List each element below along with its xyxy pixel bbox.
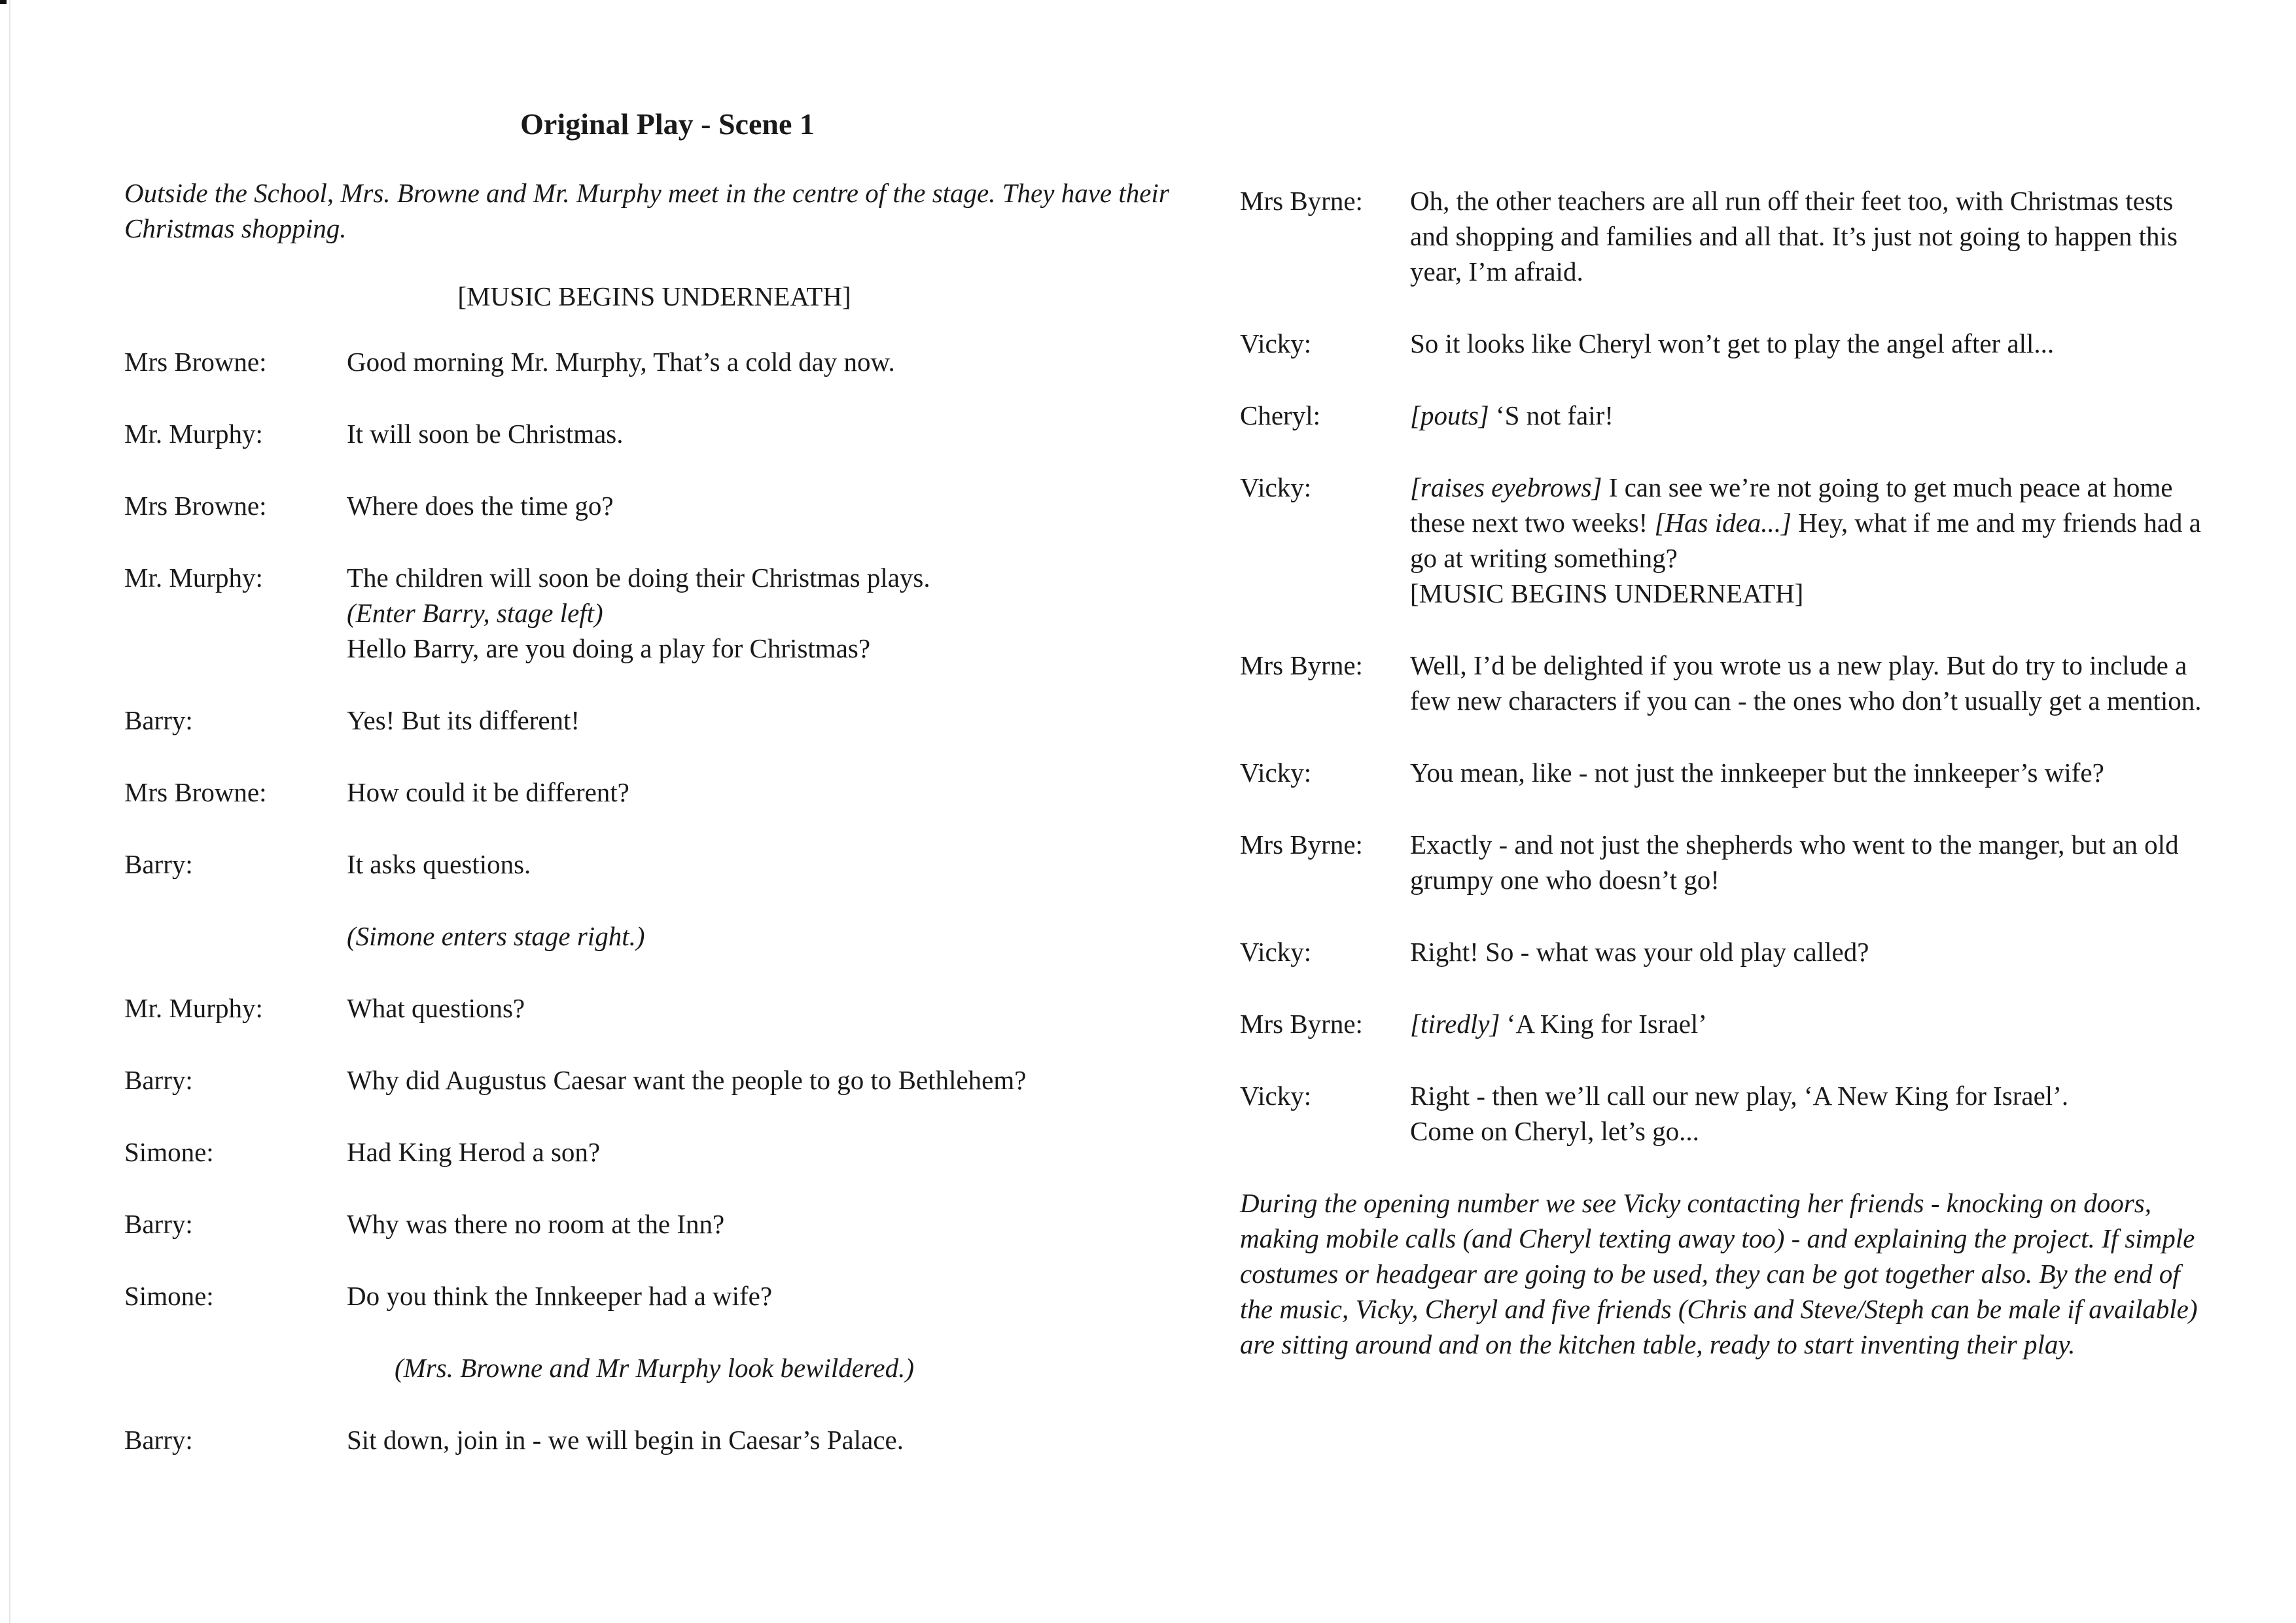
speech-text: Come on Cheryl, let’s go... — [1410, 1116, 1699, 1146]
speech-text: Exactly - and not just the shepherds who went to the manger, but an old grumpy one who doesn’t go! — [1410, 829, 2179, 895]
speaker-name: Cheryl: — [1240, 400, 1320, 430]
dialogue-line — [124, 560, 1184, 666]
dialogue-line — [1240, 398, 2202, 433]
stage-direction: [Has idea...] — [1654, 508, 1792, 538]
stage-direction: [raises eyebrows] — [1410, 472, 1602, 502]
stage-direction-line — [124, 918, 1184, 954]
speech-text: You mean, like - not just the innkeeper but the innkeeper’s wife? — [1410, 758, 2104, 788]
speaker-name: Vicky: — [1240, 472, 1312, 502]
speech-text: Right! So - what was your old play called? — [1410, 937, 1869, 967]
speech-text: Hello Barry, are you doing a play for Christmas? — [347, 633, 871, 663]
speech-text: ‘S not fair! — [1489, 400, 1614, 430]
speech-text: Well, I’d be delighted if you wrote us a new play. But do try to include a few new characters if you can - the ones who don’t usually get a mention. — [1410, 650, 2202, 716]
speaker-name: Mrs Browne: — [124, 347, 267, 377]
speaker-name: Mrs Byrne: — [1240, 829, 1363, 860]
stage-direction: [pouts] — [1410, 400, 1489, 430]
speech-text: How could it be different? — [347, 777, 629, 807]
stage-direction: [tiredly] — [1410, 1009, 1500, 1039]
speaker-name: Barry: — [124, 1065, 193, 1095]
music-cue: [MUSIC BEGINS UNDERNEATH] — [1410, 578, 1804, 608]
dialogue-line — [1240, 470, 2202, 611]
dialogue-line — [124, 416, 1184, 451]
speech-text: Do you think the Innkeeper had a wife? — [347, 1281, 773, 1311]
dialogue-line — [124, 1206, 1184, 1242]
speaker-name: Vicky: — [1240, 937, 1312, 967]
stage-direction: (Mrs. Browne and Mr Murphy look bewildered.) — [394, 1353, 915, 1383]
dialogue-line — [124, 488, 1184, 523]
dialogue-line — [1240, 755, 2202, 790]
dialogue-line — [124, 775, 1184, 810]
dialogue-line — [124, 1062, 1184, 1098]
speech-text: Oh, the other teachers are all run off their feet too, with Christmas tests and shopping and families and all that. It’s just not going to happen this year, I’m afraid. — [1410, 186, 2178, 287]
scan-edge — [9, 0, 10, 1623]
dialogue-line — [1240, 1078, 2202, 1149]
speech-text: What questions? — [347, 993, 525, 1023]
dialogue-line — [1240, 183, 2202, 289]
dialogue-line — [124, 703, 1184, 738]
speaker-name: Mrs Byrne: — [1240, 650, 1363, 680]
speaker-name: Vicky: — [1240, 328, 1312, 358]
page-title: Original Play - Scene 1 — [520, 107, 815, 141]
speech-text: Right - then we’ll call our new play, ‘A New King for Israel’. — [1410, 1081, 2069, 1111]
dialogue-line — [124, 990, 1184, 1026]
closing-stage-direction: During the opening number we see Vicky contacting her friends - knocking on doors, making mobile calls (and Cheryl texting away too) - and explaining the project. If simple costumes or headgear are going to be used, they can be got together also. By the end of the music, Vicky, Cheryl and five friends (Chris and Steve/Steph can be male if available) are sitting around and on the kitchen table, ready to start inventing their play. — [1240, 1188, 2198, 1359]
speaker-name: Mrs Browne: — [124, 777, 267, 807]
speech-text: So it looks like Cheryl won’t get to play the angel after all... — [1410, 328, 2055, 358]
speaker-name: Vicky: — [1240, 758, 1312, 788]
speaker-name: Simone: — [124, 1137, 214, 1167]
dialogue-line — [1240, 326, 2202, 361]
speech-text: Hey, what if me and my friends had a go at writing something? — [1410, 508, 2201, 573]
speaker-name: Mrs Byrne: — [1240, 1009, 1363, 1039]
dialogue-line — [124, 846, 1184, 882]
speech-text: Why did Augustus Caesar want the people to go to Bethlehem? — [347, 1065, 1027, 1095]
dialogue-line — [124, 1278, 1184, 1314]
speech-text: It asks questions. — [347, 849, 531, 879]
stage-direction: (Enter Barry, stage left) — [347, 598, 603, 628]
dialogue-line — [1240, 934, 2202, 969]
dialogue-line — [1240, 1006, 2202, 1041]
speech-text: Had King Herod a son? — [347, 1137, 601, 1167]
speaker-name: Barry: — [124, 849, 193, 879]
speaker-name: Barry: — [124, 1425, 193, 1455]
dialogue-line — [1240, 827, 2202, 898]
scan-corner-mark — [0, 0, 7, 4]
speaker-name: Mrs Byrne: — [1240, 186, 1363, 216]
music-cue: [MUSIC BEGINS UNDERNEATH] — [457, 281, 851, 311]
speaker-name: Mrs Browne: — [124, 491, 267, 521]
speaker-name: Barry: — [124, 1209, 193, 1239]
dialogue-line — [1240, 648, 2202, 718]
speech-text: Where does the time go? — [347, 491, 614, 521]
speech-text: Good morning Mr. Murphy, That’s a cold day now. — [347, 347, 895, 377]
speaker-name: Mr. Murphy: — [124, 993, 263, 1023]
right-column — [1240, 183, 2202, 1362]
speech-text: I can see we’re not going to get much peace at home these next two weeks! — [1410, 472, 2173, 538]
dialogue-line — [124, 1134, 1184, 1170]
speaker-name: Mr. Murphy: — [124, 419, 263, 449]
speaker-name: Barry: — [124, 705, 193, 735]
speech-text: Yes! But its different! — [347, 705, 580, 735]
speaker-name: Vicky: — [1240, 1081, 1312, 1111]
speech-text: Why was there no room at the Inn? — [347, 1209, 725, 1239]
speaker-name: Mr. Murphy: — [124, 563, 263, 593]
speech-text: Sit down, join in - we will begin in Caesar’s Palace. — [347, 1425, 904, 1455]
opening-stage-direction: Outside the School, Mrs. Browne and Mr. Murphy meet in the centre of the stage. They have their Christmas shopping. — [124, 178, 1169, 243]
dialogue-line — [124, 344, 1184, 379]
speech-text: It will soon be Christmas. — [347, 419, 624, 449]
stage-direction: (Simone enters stage right.) — [347, 921, 645, 951]
speaker-name: Simone: — [124, 1281, 214, 1311]
speech-text: The children will soon be doing their Christmas plays. — [347, 563, 930, 593]
speech-text: ‘A King for Israel’ — [1500, 1009, 1707, 1039]
left-column — [124, 105, 1184, 1457]
dialogue-line — [124, 1422, 1184, 1457]
